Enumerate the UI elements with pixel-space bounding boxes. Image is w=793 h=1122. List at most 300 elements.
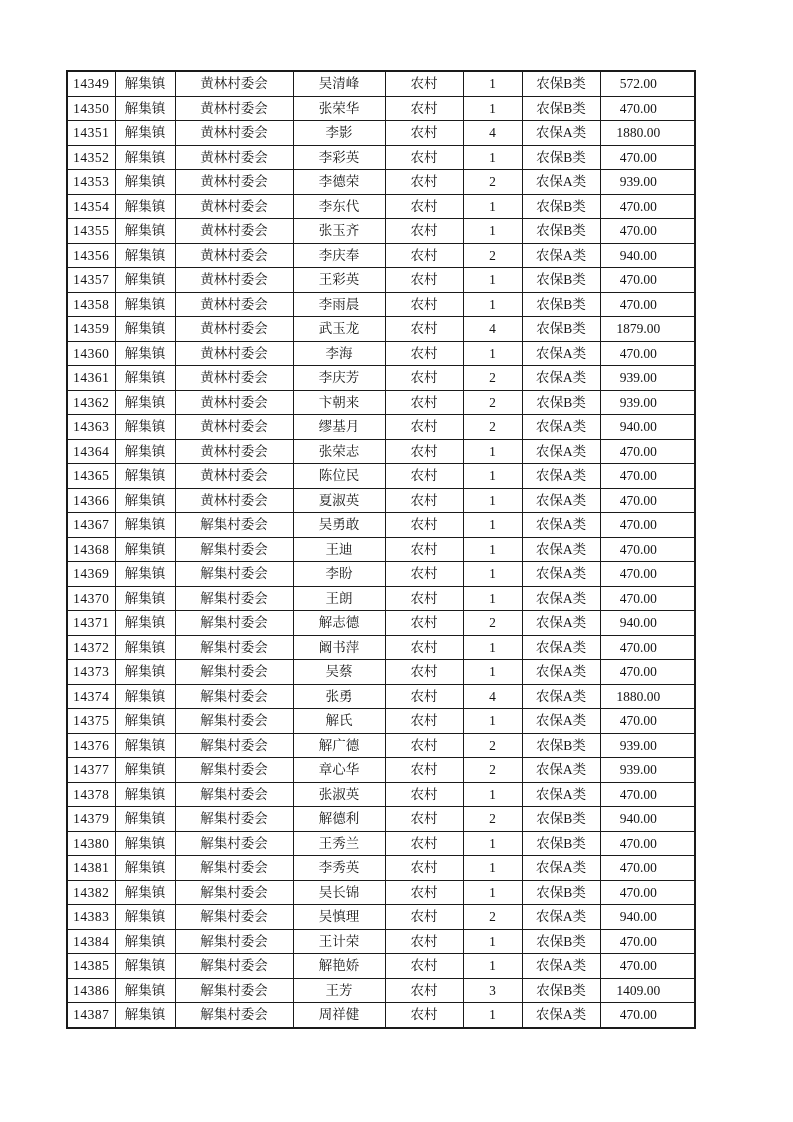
village-committee-cell: 解集村委会 xyxy=(175,709,293,734)
person-count-cell: 2 xyxy=(463,170,522,195)
insurance-category-cell: 农保A类 xyxy=(522,439,600,464)
insurance-category-cell: 农保A类 xyxy=(522,905,600,930)
village-committee-cell: 解集村委会 xyxy=(175,954,293,979)
person-name-cell: 王迪 xyxy=(293,537,385,562)
person-name-cell: 李庆奉 xyxy=(293,243,385,268)
insurance-category-cell: 农保B类 xyxy=(522,880,600,905)
village-committee-cell: 黄林村委会 xyxy=(175,464,293,489)
insurance-category-cell: 农保A类 xyxy=(522,782,600,807)
residence-type-cell: 农村 xyxy=(385,219,463,244)
amount-cell: 470.00 xyxy=(600,96,695,121)
insurance-category-cell: 农保A类 xyxy=(522,488,600,513)
town-cell: 解集镇 xyxy=(115,96,175,121)
insurance-category-cell: 农保A类 xyxy=(522,513,600,538)
residence-type-cell: 农村 xyxy=(385,660,463,685)
person-name-cell: 王计荣 xyxy=(293,929,385,954)
serial-number-cell: 14379 xyxy=(67,807,115,832)
residence-type-cell: 农村 xyxy=(385,635,463,660)
person-name-cell: 张玉齐 xyxy=(293,219,385,244)
person-name-cell: 李德荣 xyxy=(293,170,385,195)
insurance-category-cell: 农保A类 xyxy=(522,415,600,440)
town-cell: 解集镇 xyxy=(115,390,175,415)
amount-cell: 470.00 xyxy=(600,709,695,734)
table-row xyxy=(67,317,695,342)
residence-type-cell: 农村 xyxy=(385,121,463,146)
table-row xyxy=(67,537,695,562)
residence-type-cell: 农村 xyxy=(385,513,463,538)
residence-type-cell: 农村 xyxy=(385,782,463,807)
residence-type-cell: 农村 xyxy=(385,488,463,513)
table-row xyxy=(67,243,695,268)
residence-type-cell: 农村 xyxy=(385,807,463,832)
table-row xyxy=(67,268,695,293)
table-row xyxy=(67,733,695,758)
table-row xyxy=(67,954,695,979)
serial-number-cell: 14350 xyxy=(67,96,115,121)
person-count-cell: 1 xyxy=(463,954,522,979)
amount-cell: 470.00 xyxy=(600,513,695,538)
person-name-cell: 吴长锦 xyxy=(293,880,385,905)
serial-number-cell: 14376 xyxy=(67,733,115,758)
insurance-category-cell: 农保A类 xyxy=(522,121,600,146)
serial-number-cell: 14384 xyxy=(67,929,115,954)
person-name-cell: 武玉龙 xyxy=(293,317,385,342)
person-count-cell: 2 xyxy=(463,390,522,415)
serial-number-cell: 14356 xyxy=(67,243,115,268)
residence-type-cell: 农村 xyxy=(385,341,463,366)
amount-cell: 470.00 xyxy=(600,856,695,881)
residence-type-cell: 农村 xyxy=(385,684,463,709)
insurance-category-cell: 农保A类 xyxy=(522,537,600,562)
table-row xyxy=(67,341,695,366)
person-name-cell: 解广德 xyxy=(293,733,385,758)
serial-number-cell: 14370 xyxy=(67,586,115,611)
table-row xyxy=(67,782,695,807)
town-cell: 解集镇 xyxy=(115,611,175,636)
amount-cell: 1880.00 xyxy=(600,121,695,146)
person-count-cell: 2 xyxy=(463,415,522,440)
insurance-category-cell: 农保A类 xyxy=(522,170,600,195)
table-row xyxy=(67,709,695,734)
serial-number-cell: 14359 xyxy=(67,317,115,342)
town-cell: 解集镇 xyxy=(115,880,175,905)
table-row xyxy=(67,611,695,636)
serial-number-cell: 14383 xyxy=(67,905,115,930)
table-row xyxy=(67,366,695,391)
insurance-category-cell: 农保B类 xyxy=(522,219,600,244)
table-row xyxy=(67,1003,695,1028)
person-name-cell: 李雨晨 xyxy=(293,292,385,317)
table-row xyxy=(67,292,695,317)
residence-type-cell: 农村 xyxy=(385,611,463,636)
town-cell: 解集镇 xyxy=(115,929,175,954)
village-committee-cell: 解集村委会 xyxy=(175,856,293,881)
person-name-cell: 周祥健 xyxy=(293,1003,385,1028)
village-committee-cell: 解集村委会 xyxy=(175,978,293,1003)
serial-number-cell: 14353 xyxy=(67,170,115,195)
person-count-cell: 2 xyxy=(463,807,522,832)
table-row xyxy=(67,905,695,930)
person-count-cell: 1 xyxy=(463,513,522,538)
village-committee-cell: 黄林村委会 xyxy=(175,341,293,366)
village-committee-cell: 黄林村委会 xyxy=(175,71,293,96)
residence-type-cell: 农村 xyxy=(385,292,463,317)
town-cell: 解集镇 xyxy=(115,317,175,342)
serial-number-cell: 14381 xyxy=(67,856,115,881)
town-cell: 解集镇 xyxy=(115,733,175,758)
person-count-cell: 1 xyxy=(463,71,522,96)
residence-type-cell: 农村 xyxy=(385,439,463,464)
person-name-cell: 吴蔡 xyxy=(293,660,385,685)
person-name-cell: 解志德 xyxy=(293,611,385,636)
town-cell: 解集镇 xyxy=(115,758,175,783)
table-row xyxy=(67,145,695,170)
insurance-category-cell: 农保B类 xyxy=(522,929,600,954)
amount-cell: 470.00 xyxy=(600,194,695,219)
insurance-category-cell: 农保B类 xyxy=(522,96,600,121)
amount-cell: 470.00 xyxy=(600,782,695,807)
insurance-category-cell: 农保A类 xyxy=(522,758,600,783)
person-count-cell: 1 xyxy=(463,709,522,734)
person-count-cell: 4 xyxy=(463,317,522,342)
table-row xyxy=(67,415,695,440)
amount-cell: 470.00 xyxy=(600,488,695,513)
residence-type-cell: 农村 xyxy=(385,415,463,440)
town-cell: 解集镇 xyxy=(115,562,175,587)
village-committee-cell: 解集村委会 xyxy=(175,880,293,905)
person-count-cell: 1 xyxy=(463,341,522,366)
residence-type-cell: 农村 xyxy=(385,71,463,96)
serial-number-cell: 14365 xyxy=(67,464,115,489)
table-row xyxy=(67,929,695,954)
table-row xyxy=(67,758,695,783)
person-count-cell: 2 xyxy=(463,733,522,758)
serial-number-cell: 14372 xyxy=(67,635,115,660)
residence-type-cell: 农村 xyxy=(385,464,463,489)
table-row xyxy=(67,635,695,660)
table-row xyxy=(67,121,695,146)
person-count-cell: 4 xyxy=(463,121,522,146)
residence-type-cell: 农村 xyxy=(385,929,463,954)
town-cell: 解集镇 xyxy=(115,978,175,1003)
town-cell: 解集镇 xyxy=(115,905,175,930)
person-name-cell: 吴勇敢 xyxy=(293,513,385,538)
serial-number-cell: 14377 xyxy=(67,758,115,783)
village-committee-cell: 黄林村委会 xyxy=(175,439,293,464)
person-count-cell: 1 xyxy=(463,1003,522,1028)
village-committee-cell: 黄林村委会 xyxy=(175,145,293,170)
person-count-cell: 3 xyxy=(463,978,522,1003)
amount-cell: 470.00 xyxy=(600,1003,695,1028)
residence-type-cell: 农村 xyxy=(385,978,463,1003)
town-cell: 解集镇 xyxy=(115,856,175,881)
table-row xyxy=(67,170,695,195)
amount-cell: 470.00 xyxy=(600,439,695,464)
person-name-cell: 李东代 xyxy=(293,194,385,219)
residence-type-cell: 农村 xyxy=(385,905,463,930)
village-committee-cell: 黄林村委会 xyxy=(175,96,293,121)
residence-type-cell: 农村 xyxy=(385,96,463,121)
table-row xyxy=(67,439,695,464)
residence-type-cell: 农村 xyxy=(385,758,463,783)
town-cell: 解集镇 xyxy=(115,954,175,979)
table-row xyxy=(67,856,695,881)
amount-cell: 470.00 xyxy=(600,929,695,954)
person-count-cell: 1 xyxy=(463,292,522,317)
insurance-category-cell: 农保B类 xyxy=(522,807,600,832)
person-count-cell: 1 xyxy=(463,782,522,807)
person-name-cell: 张荣华 xyxy=(293,96,385,121)
town-cell: 解集镇 xyxy=(115,831,175,856)
person-count-cell: 1 xyxy=(463,831,522,856)
serial-number-cell: 14369 xyxy=(67,562,115,587)
amount-cell: 470.00 xyxy=(600,831,695,856)
village-committee-cell: 黄林村委会 xyxy=(175,366,293,391)
town-cell: 解集镇 xyxy=(115,71,175,96)
person-count-cell: 1 xyxy=(463,145,522,170)
town-cell: 解集镇 xyxy=(115,464,175,489)
amount-cell: 470.00 xyxy=(600,464,695,489)
insurance-category-cell: 农保A类 xyxy=(522,611,600,636)
village-committee-cell: 解集村委会 xyxy=(175,831,293,856)
residence-type-cell: 农村 xyxy=(385,390,463,415)
serial-number-cell: 14371 xyxy=(67,611,115,636)
person-count-cell: 1 xyxy=(463,856,522,881)
insurance-category-cell: 农保A类 xyxy=(522,586,600,611)
insurance-category-cell: 农保B类 xyxy=(522,71,600,96)
serial-number-cell: 14387 xyxy=(67,1003,115,1028)
village-committee-cell: 黄林村委会 xyxy=(175,268,293,293)
insurance-category-cell: 农保A类 xyxy=(522,366,600,391)
amount-cell: 470.00 xyxy=(600,145,695,170)
insurance-category-cell: 农保A类 xyxy=(522,635,600,660)
serial-number-cell: 14354 xyxy=(67,194,115,219)
insurance-category-cell: 农保B类 xyxy=(522,831,600,856)
village-committee-cell: 解集村委会 xyxy=(175,684,293,709)
table-row xyxy=(67,978,695,1003)
serial-number-cell: 14375 xyxy=(67,709,115,734)
amount-cell: 940.00 xyxy=(600,807,695,832)
village-committee-cell: 黄林村委会 xyxy=(175,121,293,146)
person-count-cell: 1 xyxy=(463,194,522,219)
person-name-cell: 李庆芳 xyxy=(293,366,385,391)
table-row xyxy=(67,562,695,587)
amount-cell: 470.00 xyxy=(600,635,695,660)
serial-number-cell: 14364 xyxy=(67,439,115,464)
town-cell: 解集镇 xyxy=(115,366,175,391)
insurance-category-cell: 农保A类 xyxy=(522,562,600,587)
town-cell: 解集镇 xyxy=(115,684,175,709)
town-cell: 解集镇 xyxy=(115,537,175,562)
serial-number-cell: 14362 xyxy=(67,390,115,415)
person-name-cell: 张荣志 xyxy=(293,439,385,464)
insurance-category-cell: 农保A类 xyxy=(522,856,600,881)
person-count-cell: 1 xyxy=(463,660,522,685)
residence-type-cell: 农村 xyxy=(385,1003,463,1028)
table-row xyxy=(67,807,695,832)
person-count-cell: 2 xyxy=(463,905,522,930)
amount-cell: 470.00 xyxy=(600,586,695,611)
village-committee-cell: 解集村委会 xyxy=(175,635,293,660)
residence-type-cell: 农村 xyxy=(385,268,463,293)
amount-cell: 470.00 xyxy=(600,954,695,979)
village-committee-cell: 解集村委会 xyxy=(175,611,293,636)
town-cell: 解集镇 xyxy=(115,170,175,195)
serial-number-cell: 14386 xyxy=(67,978,115,1003)
serial-number-cell: 14368 xyxy=(67,537,115,562)
table-row xyxy=(67,71,695,96)
person-name-cell: 吴清峰 xyxy=(293,71,385,96)
person-count-cell: 1 xyxy=(463,537,522,562)
amount-cell: 1879.00 xyxy=(600,317,695,342)
town-cell: 解集镇 xyxy=(115,660,175,685)
benefit-roster-table-body xyxy=(67,71,695,1028)
village-committee-cell: 解集村委会 xyxy=(175,929,293,954)
insurance-category-cell: 农保A类 xyxy=(522,1003,600,1028)
person-count-cell: 1 xyxy=(463,96,522,121)
town-cell: 解集镇 xyxy=(115,243,175,268)
person-name-cell: 李影 xyxy=(293,121,385,146)
table-row xyxy=(67,660,695,685)
village-committee-cell: 解集村委会 xyxy=(175,782,293,807)
town-cell: 解集镇 xyxy=(115,415,175,440)
residence-type-cell: 农村 xyxy=(385,537,463,562)
town-cell: 解集镇 xyxy=(115,709,175,734)
table-row xyxy=(67,831,695,856)
person-name-cell: 王秀兰 xyxy=(293,831,385,856)
insurance-category-cell: 农保B类 xyxy=(522,194,600,219)
benefit-roster-table-container xyxy=(66,70,694,1029)
amount-cell: 1409.00 xyxy=(600,978,695,1003)
amount-cell: 572.00 xyxy=(600,71,695,96)
table-row xyxy=(67,488,695,513)
person-count-cell: 1 xyxy=(463,586,522,611)
town-cell: 解集镇 xyxy=(115,439,175,464)
serial-number-cell: 14351 xyxy=(67,121,115,146)
insurance-category-cell: 农保B类 xyxy=(522,733,600,758)
residence-type-cell: 农村 xyxy=(385,831,463,856)
town-cell: 解集镇 xyxy=(115,807,175,832)
table-row xyxy=(67,684,695,709)
amount-cell: 470.00 xyxy=(600,219,695,244)
benefit-roster-table xyxy=(66,70,696,1029)
town-cell: 解集镇 xyxy=(115,341,175,366)
residence-type-cell: 农村 xyxy=(385,145,463,170)
amount-cell: 470.00 xyxy=(600,537,695,562)
person-name-cell: 解艳娇 xyxy=(293,954,385,979)
person-count-cell: 2 xyxy=(463,611,522,636)
person-name-cell: 李盼 xyxy=(293,562,385,587)
person-name-cell: 章心华 xyxy=(293,758,385,783)
residence-type-cell: 农村 xyxy=(385,317,463,342)
amount-cell: 939.00 xyxy=(600,390,695,415)
residence-type-cell: 农村 xyxy=(385,733,463,758)
table-row xyxy=(67,96,695,121)
town-cell: 解集镇 xyxy=(115,194,175,219)
serial-number-cell: 14355 xyxy=(67,219,115,244)
serial-number-cell: 14349 xyxy=(67,71,115,96)
serial-number-cell: 14385 xyxy=(67,954,115,979)
table-row xyxy=(67,880,695,905)
insurance-category-cell: 农保A类 xyxy=(522,660,600,685)
residence-type-cell: 农村 xyxy=(385,243,463,268)
town-cell: 解集镇 xyxy=(115,513,175,538)
town-cell: 解集镇 xyxy=(115,586,175,611)
amount-cell: 1880.00 xyxy=(600,684,695,709)
person-name-cell: 阚书萍 xyxy=(293,635,385,660)
table-row xyxy=(67,219,695,244)
village-committee-cell: 黄林村委会 xyxy=(175,488,293,513)
serial-number-cell: 14361 xyxy=(67,366,115,391)
person-name-cell: 吴慎理 xyxy=(293,905,385,930)
residence-type-cell: 农村 xyxy=(385,586,463,611)
serial-number-cell: 14373 xyxy=(67,660,115,685)
village-committee-cell: 解集村委会 xyxy=(175,537,293,562)
amount-cell: 940.00 xyxy=(600,905,695,930)
town-cell: 解集镇 xyxy=(115,121,175,146)
insurance-category-cell: 农保A类 xyxy=(522,954,600,979)
town-cell: 解集镇 xyxy=(115,782,175,807)
table-row xyxy=(67,464,695,489)
person-name-cell: 夏淑英 xyxy=(293,488,385,513)
village-committee-cell: 解集村委会 xyxy=(175,733,293,758)
insurance-category-cell: 农保B类 xyxy=(522,292,600,317)
person-name-cell: 李海 xyxy=(293,341,385,366)
village-committee-cell: 黄林村委会 xyxy=(175,219,293,244)
town-cell: 解集镇 xyxy=(115,292,175,317)
person-count-cell: 1 xyxy=(463,929,522,954)
serial-number-cell: 14374 xyxy=(67,684,115,709)
person-name-cell: 缪基月 xyxy=(293,415,385,440)
village-committee-cell: 黄林村委会 xyxy=(175,317,293,342)
person-count-cell: 1 xyxy=(463,439,522,464)
serial-number-cell: 14380 xyxy=(67,831,115,856)
town-cell: 解集镇 xyxy=(115,635,175,660)
town-cell: 解集镇 xyxy=(115,268,175,293)
serial-number-cell: 14357 xyxy=(67,268,115,293)
residence-type-cell: 农村 xyxy=(385,880,463,905)
amount-cell: 470.00 xyxy=(600,660,695,685)
table-row xyxy=(67,194,695,219)
serial-number-cell: 14358 xyxy=(67,292,115,317)
person-name-cell: 王朗 xyxy=(293,586,385,611)
serial-number-cell: 14367 xyxy=(67,513,115,538)
person-name-cell: 张淑英 xyxy=(293,782,385,807)
village-committee-cell: 解集村委会 xyxy=(175,758,293,783)
person-count-cell: 2 xyxy=(463,366,522,391)
person-count-cell: 1 xyxy=(463,635,522,660)
insurance-category-cell: 农保A类 xyxy=(522,464,600,489)
town-cell: 解集镇 xyxy=(115,145,175,170)
person-count-cell: 1 xyxy=(463,488,522,513)
amount-cell: 470.00 xyxy=(600,292,695,317)
person-name-cell: 李秀英 xyxy=(293,856,385,881)
insurance-category-cell: 农保B类 xyxy=(522,978,600,1003)
person-count-cell: 1 xyxy=(463,562,522,587)
table-row xyxy=(67,586,695,611)
amount-cell: 939.00 xyxy=(600,366,695,391)
village-committee-cell: 解集村委会 xyxy=(175,905,293,930)
village-committee-cell: 黄林村委会 xyxy=(175,243,293,268)
person-count-cell: 2 xyxy=(463,758,522,783)
residence-type-cell: 农村 xyxy=(385,170,463,195)
town-cell: 解集镇 xyxy=(115,488,175,513)
person-name-cell: 卞朝来 xyxy=(293,390,385,415)
person-name-cell: 张勇 xyxy=(293,684,385,709)
insurance-category-cell: 农保B类 xyxy=(522,317,600,342)
insurance-category-cell: 农保B类 xyxy=(522,145,600,170)
town-cell: 解集镇 xyxy=(115,219,175,244)
